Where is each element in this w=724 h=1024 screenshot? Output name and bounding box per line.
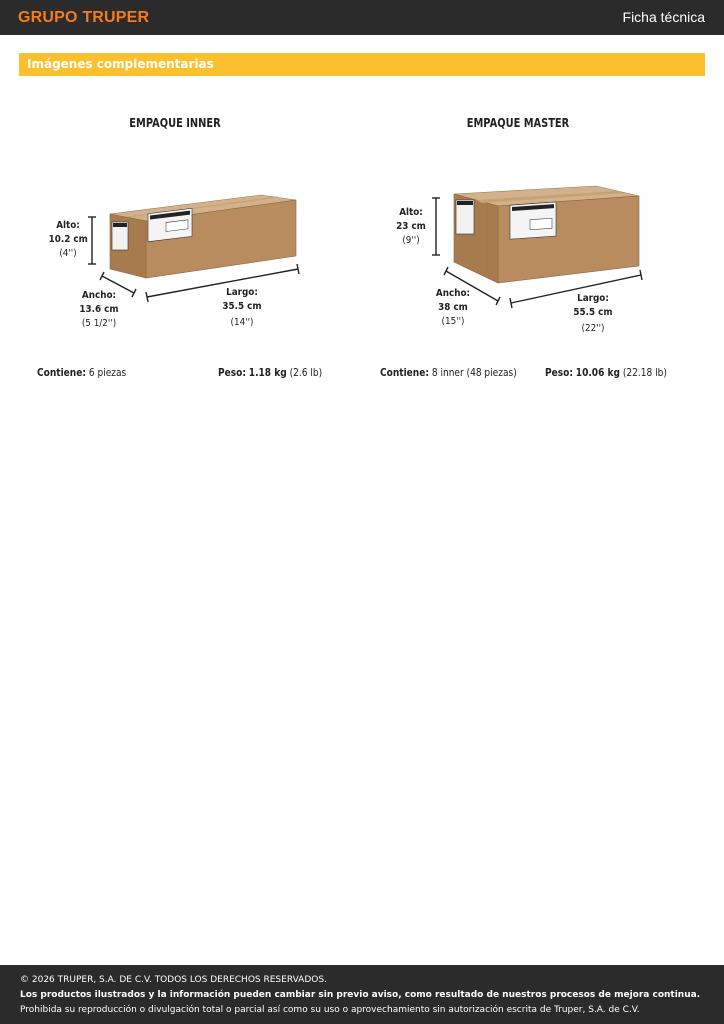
master-alto-label: Alto: [399,207,423,218]
master-ancho-value: 38 cm [438,302,468,313]
inner-alto-dimension [49,219,88,261]
master-largo-label: Largo: [577,293,609,304]
inner-alto-label: Alto: [56,220,80,231]
footer-notice: Los productos ilustrados y la información pueden cambiar sin previo aviso, como resultado de nuestros procesos de mejora continua. [20,990,701,1000]
inner-package-title: EMPAQUE INNER [129,116,221,130]
master-ancho-imperial: (15'') [441,316,465,327]
inner-contiene-value: 6 piezas [88,367,127,379]
inner-largo-value: 35.5 cm [222,301,262,312]
master-alto-value: 23 cm [396,221,426,232]
truper-logo: GRUPO TRUPER [18,9,150,26]
top-bar [0,0,724,35]
master-contiene-value: 8 inner (48 piezas) [431,367,517,379]
inner-ancho-value: 13.6 cm [79,304,119,315]
inner-peso-value: 1.18 kg [248,367,287,379]
master-peso-imperial: (22.18 lb) [622,367,667,379]
master-package-title: EMPAQUE MASTER [466,116,570,130]
inner-peso-label: Peso: [218,367,246,379]
inner-alto-value: 10.2 cm [48,234,88,245]
master-largo-imperial: (22'') [581,323,605,334]
document-type-label: Ficha técnica [622,9,705,25]
master-alto-imperial: (9'') [402,235,420,246]
inner-contents [37,367,126,379]
master-largo-dimension [571,292,615,336]
master-weight [545,367,667,379]
master-peso-value: 10.06 kg [575,367,620,379]
master-largo-value: 55.5 cm [573,307,613,318]
footer [0,965,724,1024]
section-title: Imágenes complementarias [27,57,214,71]
master-ancho-dimension [431,287,475,329]
master-ancho-label: Ancho: [435,288,471,299]
master-peso-label: Peso: [545,367,573,379]
inner-ancho-dimension [77,289,121,331]
master-contiene-label: Contiene: [380,367,429,379]
inner-peso-imperial: (2.6 lb) [289,367,323,379]
inner-alto-imperial: (4'') [59,248,77,259]
section-header-bar [19,53,705,76]
inner-weight [218,367,322,379]
master-contents [380,367,517,379]
inner-ancho-imperial: (5 1/2'') [81,318,117,329]
inner-largo-imperial: (14'') [230,317,254,328]
master-alto-dimension [393,206,430,248]
footer-copyright: © 2026 TRUPER, S.A. DE C.V. TODOS LOS DERECHOS RESERVADOS. [20,975,327,985]
inner-ancho-label: Ancho: [81,290,117,301]
footer-prohibition: Prohibida su reproducción o divulgación total o parcial así como su uso o aprovechamiento sin autorización escrita de Truper, S.A. de C.V. [20,1005,640,1015]
inner-largo-label: Largo: [226,287,258,298]
inner-contiene-label: Contiene: [37,367,86,379]
inner-largo-dimension [220,286,264,330]
